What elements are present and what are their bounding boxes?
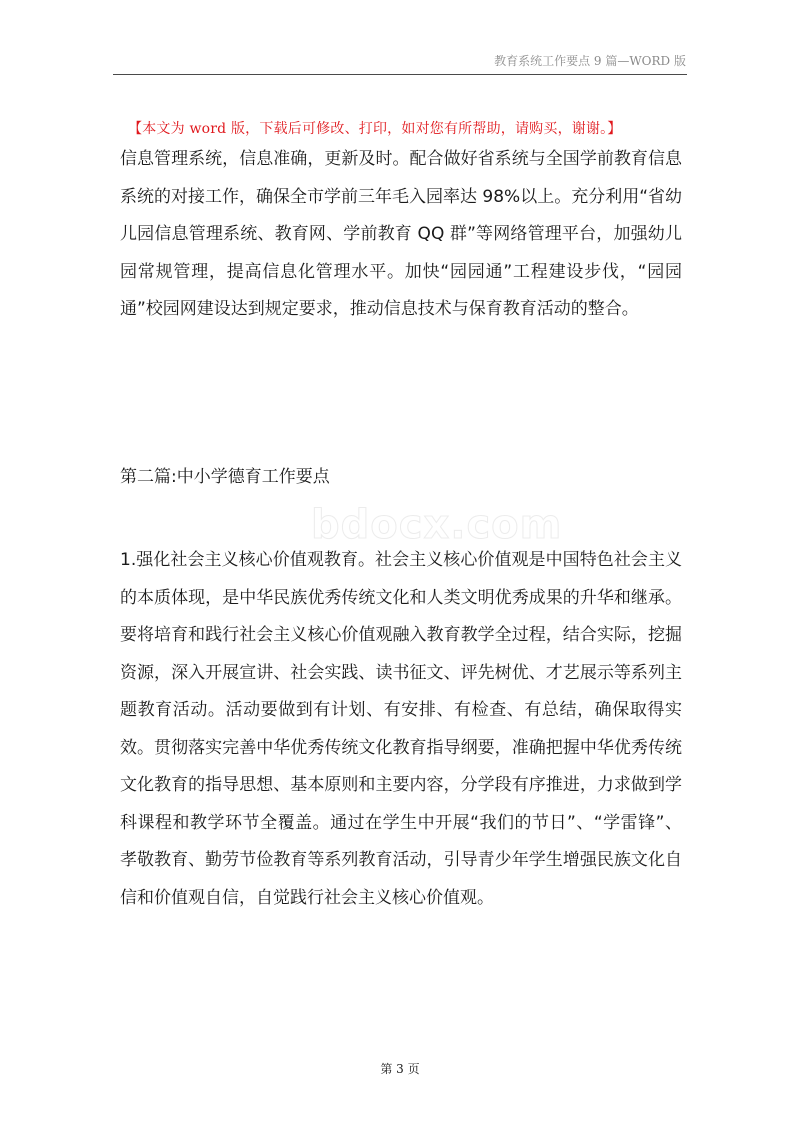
header-title: 教育系统工作要点 9 篇—WORD 版: [494, 54, 686, 68]
paragraph-core-values: 1.强化社会主义核心价值观教育。社会主义核心价值观是中国特色社会主义的本质体现，是中华民族优秀传统文化和人类文明优秀成果的升华和继承。要将培育和践行社会主义核心价值观融入教育教学全过程，结合实际，挖掘资源，深入开展宣讲、社会实践、读书征文、评先树优、才艺展示等系列主题教育活动。活动要做到有计划、有安排、有检查、有总结，确保取得实效。贯彻落实完善中华优秀传统文化教育指导纲要，准确把握中华优秀传统文化教育的指导思想、基本原则和主要内容，分学段有序推进，力求做到学科课程和教学环节全覆盖。通过在学生中开展“我们的节日”、“学雷锋”、孝敬教育、勤劳节俭教育等系列教育活动，引导青少年学生增强民族文化自信和价值观自信，自觉践行社会主义核心价值观。: [120, 550, 682, 908]
header-divider: [113, 74, 687, 75]
purchase-notice: 【本文为 word 版，下载后可修改、打印，如对您有所帮助，请购买，谢谢。】: [128, 121, 622, 137]
page-number: 第 3 页: [380, 1062, 420, 1076]
paragraph-preschool-info: 信息管理系统，信息准确，更新及时。配合做好省系统与全国学前教育信息系统的对接工作，确保全市学前三年毛入园率达 98%以上。充分利用“省幼儿园信息管理系统、教育网、学前教育 QQ 群”等网络管理平台，加强幼儿园常规管理，提高信息化管理水平。加快“园园通”工程建设步伐，“园园通”校园网建设达到规定要求，推动信息技术与保育教育活动的整合。: [120, 149, 682, 319]
section-heading: 第二篇:中小学德育工作要点: [120, 467, 330, 487]
watermark: bdocx.com: [311, 502, 563, 548]
